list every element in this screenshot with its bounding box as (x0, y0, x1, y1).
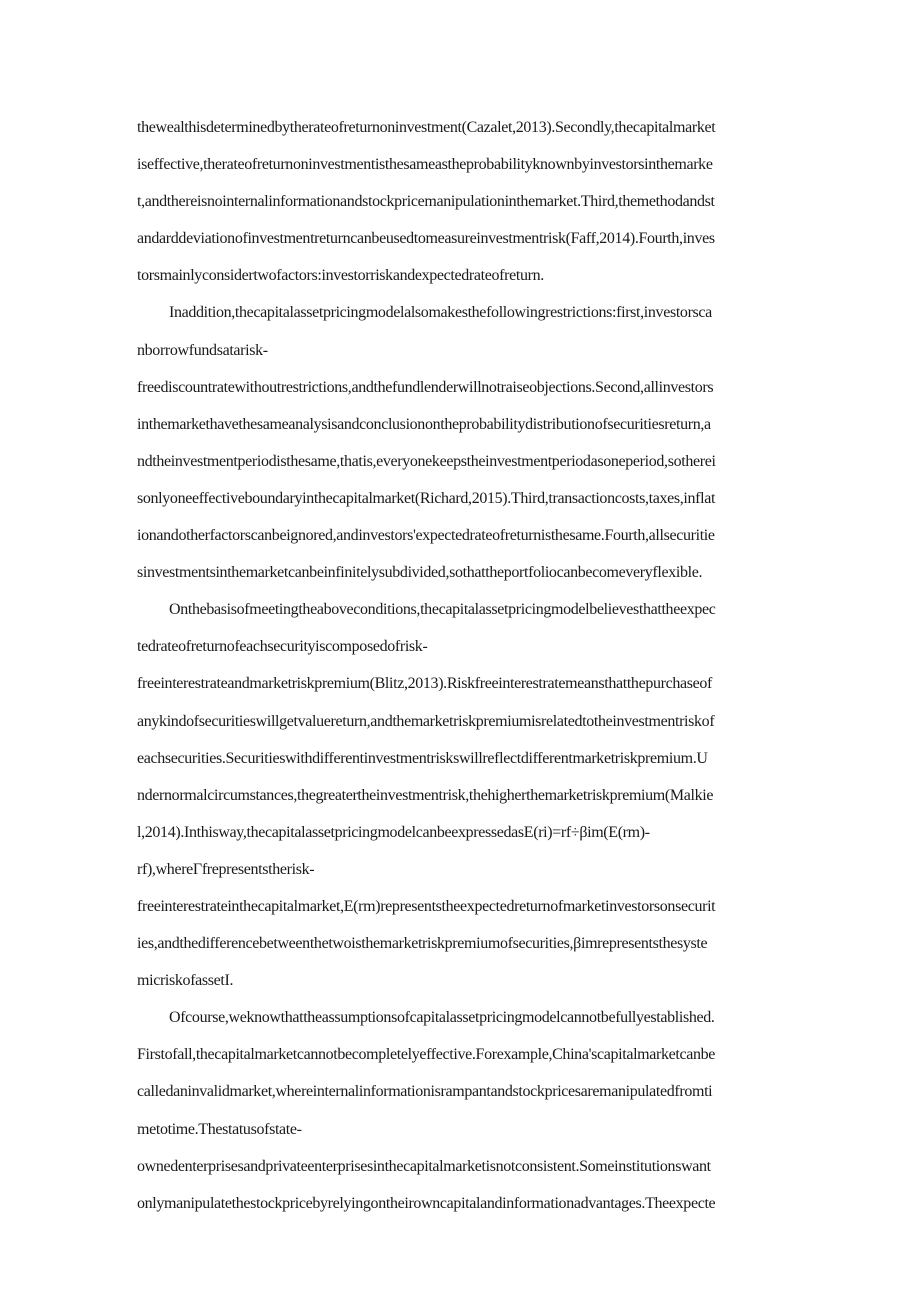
text-line: freeinterestrateinthecapitalmarket,E(rm)representstheexpectedreturnofmarketinvestorsonsecurit (137, 897, 716, 915)
text-line: l,2014).Inthisway,thecapitalassetpricingmodelcanbeexpressedasE(ri)=rf÷βim(E(rm)- (137, 823, 650, 841)
text-line: Inaddition,thecapitalassetpricingmodelalsomakesthefollowingrestrictions:first,investorsca (169, 304, 712, 322)
text-line: t,andthereisnointernalinformationandstockpricemanipulationinthemarket.Third,themethodandst (137, 193, 715, 211)
text-line: anykindofsecuritieswillgetvaluereturn,andthemarketriskpremiumisrelatedtotheinvestmentriskof (137, 712, 715, 730)
text-line: freeinterestrateandmarketriskpremium(Blitz,2013).Riskfreeinterestratemeansthatthepurchaseof (137, 675, 713, 693)
text-line: tedrateofreturnofeachsecurityiscomposedofrisk- (137, 638, 428, 656)
text-line: thewealthisdeterminedbytherateofreturnoninvestment(Cazalet,2013).Secondly,thecapitalmarket (137, 119, 716, 136)
text-line: sinvestmentsinthemarketcanbeinfinitelysubdivided,sothattheportfoliocanbecomeveryflexible. (137, 564, 703, 582)
text-line: sonlyoneeffectiveboundaryinthecapitalmarket(Richard,2015).Third,transactioncosts,taxes,inflat (137, 489, 716, 507)
text-line: iseffective,therateofreturnoninvestmentisthesameastheprobabilityknownbyinvestorsinthemarke (137, 156, 713, 174)
text-line: nborrowfundsatarisk- (137, 341, 268, 359)
text-line: ndtheinvestmentperiodisthesame,thatis,everyonekeepstheinvestmentperiodasoneperiod,sotherei (137, 452, 716, 470)
text-line: Firstofall,thecapitalmarketcannotbecompletelyeffective.Forexample,China'scapitalmarketcanbe (137, 1046, 716, 1064)
text-line: ies,andthedifferencebetweenthetwoisthemarketriskpremiumofsecurities,βimrepresentsthesyste (137, 935, 708, 953)
text-line: ownedenterprisesandprivateenterprisesinthecapitalmarketisnotconsistent.Someinstitutionswant (137, 1157, 711, 1175)
body-text (137, 117, 787, 1230)
text-line: ionandotherfactorscanbeignored,andinvestors'expectedrateofreturnisthesame.Fourth,allsecuritie (137, 527, 715, 545)
text-line: eachsecurities.Securitieswithdifferentinvestmentriskswillreflectdifferentmarketriskpremium.U (137, 749, 708, 767)
text-line: micriskofassetI. (137, 972, 234, 990)
text-line: onlymanipulatethestockpricebyrelyingontheirowncapitalandinformationadvantages.Theexpecte (137, 1194, 716, 1212)
text-line: inthemarkethavethesameanalysisandconclusionontheprobabilitydistributionofsecuritiesreturn,a (137, 415, 711, 433)
text-line: Ofcourse,weknowthattheassumptionsofcapitalassetpricingmodelcannotbefullyestablished. (169, 1009, 715, 1027)
text-line: rf),whereΓfrepresentstherisk- (137, 860, 315, 878)
text-line: andarddeviationofinvestmentreturncanbeusedtomeasureinvestmentrisk(Faff,2014).Fourth,inves (137, 230, 715, 248)
text-line: ndernormalcircumstances,thegreatertheinvestmentrisk,thehigherthemarketriskpremium(Malkie (137, 786, 714, 804)
text-line: torsmainlyconsidertwofactors:investorriskandexpectedrateofreturn. (137, 267, 544, 285)
text-line: calledaninvalidmarket,whereinternalinformationisrampantandstockpricesaremanipulatedfromti (137, 1083, 713, 1101)
text-line: freediscountratewithoutrestrictions,andthefundlenderwillnotraiseobjections.Second,allinvestors (137, 378, 714, 396)
text-line: Onthebasisofmeetingtheaboveconditions,thecapitalassetpricingmodelbelievesthattheexpec (169, 601, 716, 619)
text-line: metotime.Thestatusofstate- (137, 1120, 302, 1138)
